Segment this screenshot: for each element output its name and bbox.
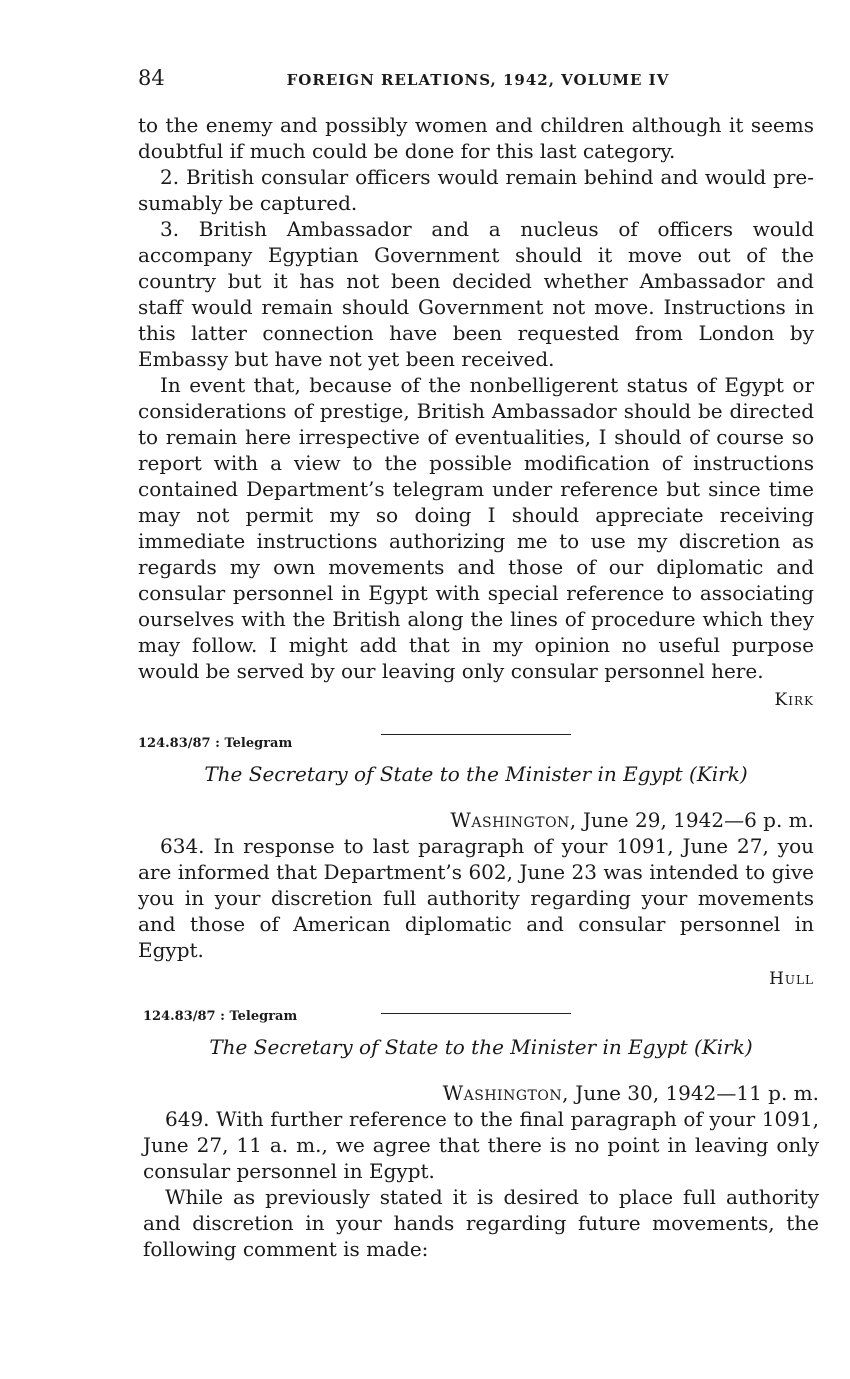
document-title: The Secretary of State to the Minister in Egypt (Kirk) (209, 1035, 753, 1059)
page-header (138, 66, 818, 96)
paragraph: 3. British Ambassador and a nucleus of officers would accompany Egyptian Government should it move out of the country but it has not been decided whether Ambassador and staff would remain should Government not move. Instructions in this latter connection have been requested from London by Embassy but have not yet been received. (138, 217, 814, 371)
dateline-date: June 29, 1942—6 p. m. (576, 808, 814, 832)
telegram-634 (138, 735, 814, 1014)
running-head: FOREIGN RELATIONS, 1942, VOLUME IV (286, 71, 670, 89)
telegram-continuation (138, 112, 814, 735)
paragraph: 649. With further reference to the final paragraph of your 1091, June 27, 11 a. m., we agree that there is no point in leaving only consular personnel in Egypt. (143, 1107, 819, 1183)
document-title: The Secretary of State to the Minister in Egypt (Kirk) (204, 762, 748, 786)
dateline (138, 807, 814, 833)
paragraph: 2. British consular officers would remain behind and would presumably be captured. (138, 165, 814, 215)
signature-hull: Hull (769, 969, 814, 989)
file-reference: 124.83/87 : Telegram (143, 1009, 298, 1024)
paragraph: In event that, because of the nonbelligerent status of Egypt or considerations of prestige, British Ambassador should be directed to remain here irrespective of eventualities, I should of course so report with a view to the possible modification of instructions contained Department’s telegram under reference but since time may not permit my so doing I should appreciate receiving immediate instructions authorizing me to use my discretion as regards my own movements and those of our diplomatic and consular personnel in Egypt with special reference to associating ourselves with the British along the lines of procedure which they may follow. I might add that in my opinion no useful purpose would be served by our leaving only consular personnel here. (138, 373, 814, 683)
dateline (143, 1080, 819, 1106)
file-reference: 124.83/87 : Telegram (138, 736, 293, 751)
page-number: 84 (138, 66, 165, 90)
paragraph: to the enemy and possibly women and children although it seems doubtful if much could be done for this last category. (138, 113, 814, 163)
signature-kirk: Kirk (774, 690, 814, 710)
paragraph: 634. In response to last paragraph of your 1091, June 27, you are informed that Department’s 602, June 23 was intended to give you in your discretion full authority regarding your movements and those of American diplomatic and consular personnel in Egypt. (138, 834, 814, 962)
telegram-649 (143, 1008, 819, 1262)
dateline-place: Washington, (442, 1081, 569, 1105)
dateline-place: Washington, (450, 808, 577, 832)
paragraph: While as previously stated it is desired to place full authority and discretion in your hands regarding future movements, the following comment is made: (143, 1185, 819, 1261)
dateline-date: June 30, 1942—11 p. m. (568, 1081, 819, 1105)
